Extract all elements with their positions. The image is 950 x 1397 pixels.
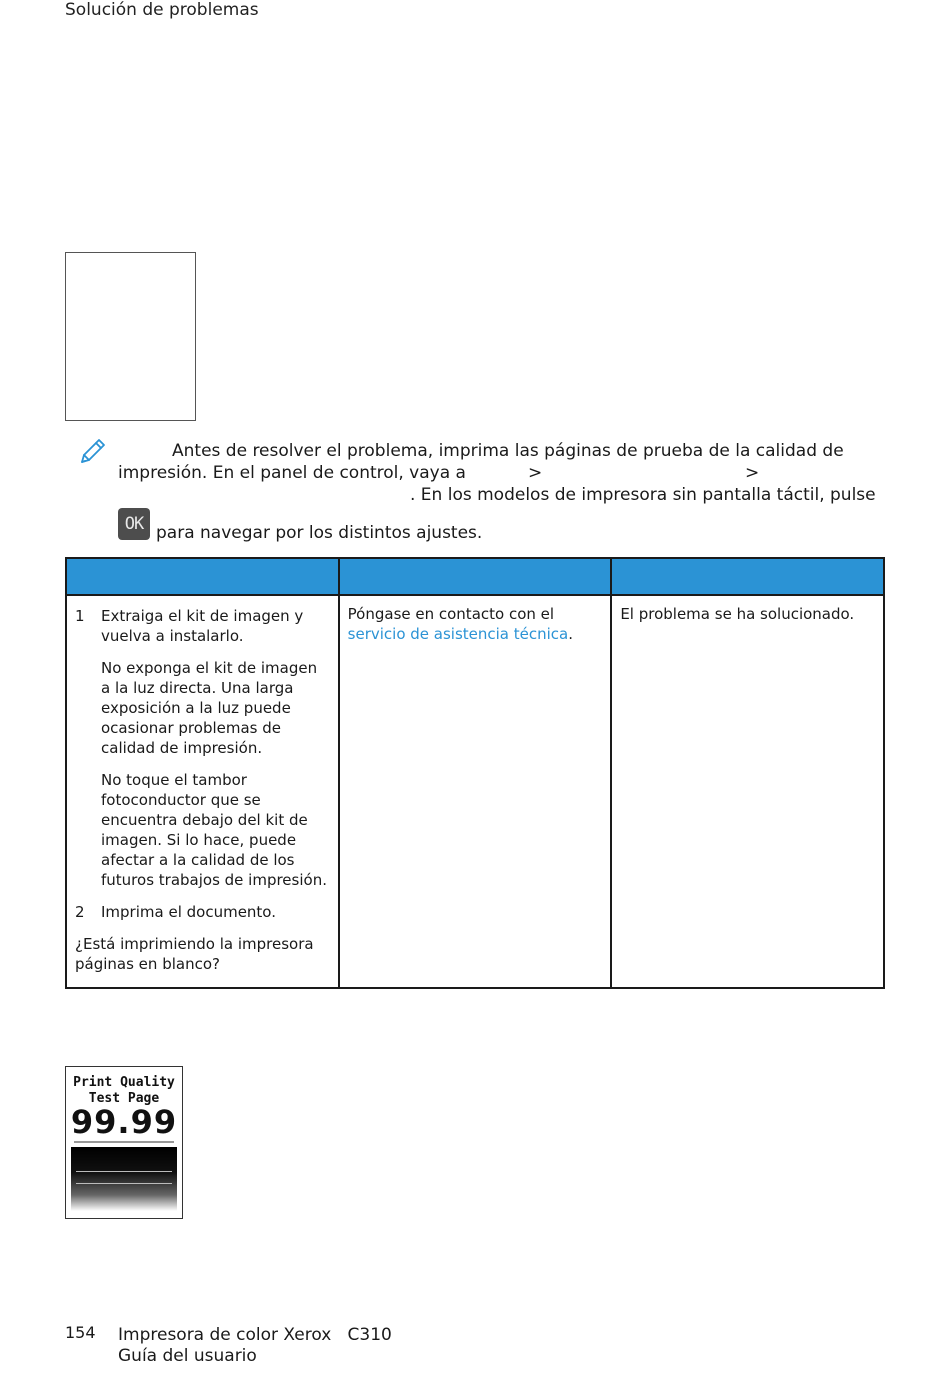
footer-product-name: Impresora de color Xerox C310 <box>118 1325 392 1345</box>
no-text: El problema se ha solucionado. <box>620 605 855 623</box>
test-page-line <box>76 1183 172 1184</box>
yes-text: Póngase en contacto con el <box>347 605 555 623</box>
step-note: No toque el tambor fotoconductor que se encuentra debajo del kit de imagen. Si lo hace, puede afectar a la calidad de los futuros trabajos de impresión. <box>101 771 327 889</box>
note-line-1: Antes de resolver el problema, imprima las páginas de prueba de la calidad de <box>172 441 844 461</box>
yes-suffix: . <box>568 625 574 643</box>
table-header-row <box>66 558 884 595</box>
note-line-2: impresión. En el panel de control, vaya a <box>118 463 466 483</box>
step-number: 2 <box>75 903 85 921</box>
header-cell-no <box>611 558 884 595</box>
no-cell <box>611 595 884 988</box>
test-page-number: 99.99 <box>70 1103 178 1141</box>
table-row <box>66 595 884 988</box>
action-cell <box>66 595 339 988</box>
note-line-4: para navegar por los distintos ajustes. <box>156 523 483 543</box>
yes-cell <box>339 595 612 988</box>
header-title: Solución de problemas <box>65 0 259 20</box>
support-link[interactable]: servicio de asistencia técnica <box>347 625 569 643</box>
step-note: No exponga el kit de imagen a la luz directa. Una larga exposición a la luz puede ocasionar problemas de calidad de impresión. <box>101 659 318 757</box>
test-page-gradient <box>71 1147 177 1211</box>
question-text: ¿Está imprimiendo la impresora páginas en blanco? <box>75 935 314 973</box>
pencil-icon <box>76 436 108 468</box>
test-page-subtitle: Test Page <box>88 1091 160 1106</box>
footer-guide-title: Guía del usuario <box>118 1346 257 1366</box>
troubleshooting-table <box>65 557 885 989</box>
test-page-fine-print <box>74 1141 174 1143</box>
blank-page-illustration <box>65 252 196 421</box>
step-number: 1 <box>75 607 85 625</box>
step-text: Extraiga el kit de imagen y vuelva a instalarlo. <box>101 607 304 645</box>
note-line-3: . En los modelos de impresora sin pantalla táctil, pulse <box>410 485 876 505</box>
print-quality-test-page-illustration <box>65 1066 183 1219</box>
header-cell-yes <box>339 558 612 595</box>
page-number: 154 <box>65 1323 96 1342</box>
menu-separator: > <box>745 463 760 483</box>
test-page-line <box>76 1171 172 1172</box>
test-page-title: Print Quality <box>73 1075 175 1090</box>
menu-separator: > <box>528 463 543 483</box>
step-text: Imprima el documento. <box>101 903 276 921</box>
header-cell-action <box>66 558 339 595</box>
step-1 <box>75 606 330 646</box>
step-2 <box>75 902 330 922</box>
ok-button-icon: OK <box>118 508 150 540</box>
